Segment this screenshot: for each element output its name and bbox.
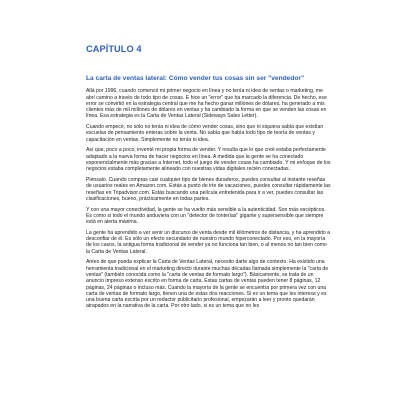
paragraph-6: La gente ha aprendido a ver venir un discurso de venta desde mil kilómetros de distancia, y ha aprendido a desconfiar de él. Es sólo un efecto secundario de nuestro mundo hiperconectado. Por eso, en la mayoría de los casos, la antigua forma tradicional de vender ya no funciona tan bien, o al menos no tan bien como la Carta de Ventas Lateral. [86, 229, 331, 255]
paragraph-4: Piénsalo. Cuando compras casi cualquier tipo de bienes duraderos, puedes consultar al instante reseñas de usuarios reales en Amazon.com. Estás a punto de irte de vacaciones, puedes consultar rápidamente las reseñas en Tripadvisor.com. Estás buscando una película entretenida para ir a ver, puedes consultar las clasificaciones, bueno, prácticamente en todas partes. [86, 176, 331, 202]
paragraph-2: Cuando empecé, no sólo no tenía ni idea de cómo vender cosas, sino que ni siquiera sabía que existían escuelas de pensamiento enteras sobre la venta. No sabía que había todo tipo de teoría de ventas y capacitación en ventas. Simplemente no tenía ni idea. [86, 124, 324, 143]
paragraph-1: Allá por 1996, cuando comencé mi primer negocio en línea y no tenía ni idea de ventas o marketing, me abrí camino a través de todo tipo de cosas. E hice un "error" que ha marcado la diferencia. De hecho, ese error se convirtió en la estrategia central que me ha hecho ganar millones de dólares, ha generado a mis clientes más de mil millones de dólares en ventas y ha cambiado la forma en que se venden las cosas en línea. Esa estrategia es la Carta de Ventas Lateral (Sideways Sales Letter). [86, 88, 327, 120]
section-title: La carta de ventas lateral: Cómo vender tus cosas sin ser "vendedor" [86, 75, 305, 82]
paragraph-3: Así que, poco a poco, inventé mi propia forma de vender. Y resulta que lo que creé estaba perfectamente adaptado a la nueva forma de hacer negocios en línea. A medida que la gente se ha conectado exponencialmente más gracias a Internet, todo el juego de vender cosas ha cambiado. Y mi enfoque de los negocios estaba completamente alineado con nuestras vidas digitales recién conectadas. [86, 147, 331, 173]
chapter-heading: CAPÍTULO 4 [86, 44, 142, 54]
paragraph-5: Y con una mayor conectividad, la gente se ha vuelto más sensible a la autenticidad. Son más escépticos. Es como si todo el mundo anduviera con un "detector de tonterías" gigante y supersensible que siempre está en alerta máxima. [86, 206, 326, 226]
paragraph-7: Antes de que pueda explicar la Carta de Ventas Lateral, necesito darte algo de contexto. Ha existido una herramienta tradicional en el marketing directo durante muchas décadas llamada simplemente la "carta de ventas" (también conocida como la "carta de ventas de formato largo"). Básicamente, se trata de un anuncio impreso extenso escrito en forma de carta. Estas cartas de ventas pueden tener 8 páginas, 12 páginas, 24 páginas o incluso más. Cuando la mayoría de la gente se encuentra por primera vez con una carta de ventas de formato largo, tienen una de estas dos reacciones. Si es un tema que les interesa y es una buena carta escrita por un redactor publicitario profesional, empezarán a leer y pronto quedarán atrapados en la narrativa de la carta. Por otro lado, si es un tema que no les [86, 259, 329, 310]
document-page [86, 44, 332, 314]
